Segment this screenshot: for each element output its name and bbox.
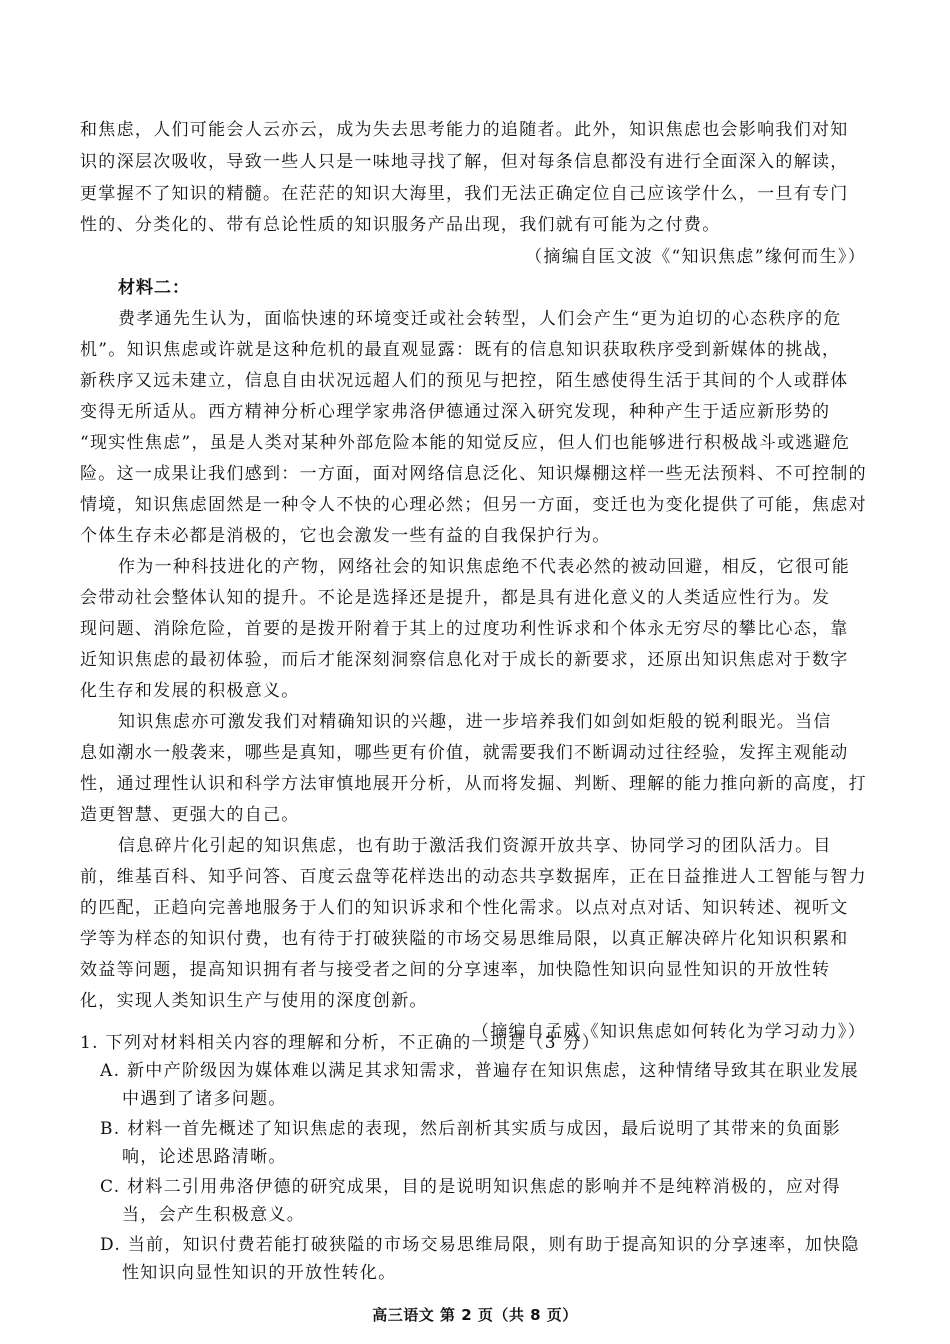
paragraph-line: 性，通过理性认识和科学方法审慎地展开分析，从而将发掘、判断、理解的能力推向新的高度，打 [80, 774, 867, 794]
option-d: D. 当前，知识付费若能打破狭隘的市场交易思维局限，则有助于提高知识的分享速率，加快隐 [100, 1235, 860, 1255]
source-citation: （摘编自匡文波《“知识焦虑”缘何而生》） [525, 247, 866, 267]
option-b-cont: 响，论述思路清晰。 [122, 1147, 287, 1167]
paragraph-line: 学等为样态的知识付费，也有待于打破狭隘的市场交易思维局限，以真正解决碎片化知识积累和 [80, 929, 849, 949]
option-b: B. 材料一首先概述了知识焦虑的表现，然后剖析其实质与成因，最后说明了其带来的负面影 [100, 1119, 841, 1139]
option-c: C. 材料二引用弗洛伊德的研究成果，目的是说明知识焦虑的影响并不是纯粹消极的，应对得 [100, 1177, 841, 1197]
paragraph-line: 化，实现人类知识生产与使用的深度创新。 [80, 991, 428, 1011]
paragraph-line: 个体生存未必都是消极的，它也会激发一些有益的自我保护行为。 [80, 526, 611, 546]
question-stem: 1. 下列对材料相关内容的理解和分析，不正确的一项是（3 分） [80, 1033, 601, 1053]
paragraph-line: 会带动社会整体认知的提升。不论是选择还是提升，都是具有进化意义的人类适应性行为。发 [80, 588, 831, 608]
paragraph-line: 和焦虑，人们可能会人云亦云，成为失去思考能力的追随者。此外，知识焦虑也会影响我们对知 [80, 120, 849, 140]
paragraph-line: 更掌握不了知识的精髓。在茫茫的知识大海里，我们无法正确定位自己应该学什么，一旦有专门 [80, 184, 849, 204]
source-citation: （摘编自孟威《知识焦虑如何转化为学习动力》） [471, 1022, 866, 1042]
paragraph-line: 近知识焦虑的最初体验，而后才能深刻洞察信息化对于成长的新要求，还原出知识焦虑对于数字 [80, 650, 849, 670]
paragraph-line: 作为一种科技进化的产物，网络社会的知识焦虑绝不代表必然的被动回避，相反，它很可能 [118, 557, 850, 577]
option-a: A. 新中产阶级因为媒体难以满足其求知需求，普遍存在知识焦虑，这种情绪导致其在职业发展 [100, 1061, 859, 1081]
paragraph-line: 化生存和发展的积极意义。 [80, 681, 300, 701]
paragraph-line: 知识焦虑亦可激发我们对精确知识的兴趣，进一步培养我们如剑如炬般的锐利眼光。当信 [118, 712, 832, 732]
paragraph-line: 情境，知识焦虑固然是一种令人不快的心理必然；但另一方面，变迁也为变化提供了可能，焦虑对 [80, 495, 867, 515]
page-footer: 高三语文 第 2 页（共 8 页） [372, 1306, 578, 1324]
option-d-cont: 性知识向显性知识的开放性转化。 [122, 1263, 397, 1283]
paragraph-line: 识的深层次吸收，导致一些人只是一味地寻找了解，但对每条信息都没有进行全面深入的解读， [80, 152, 849, 172]
paragraph-line: 的匹配，正趋向完善地服务于人们的知识诉求和个性化需求。以点对点对话、知识转述、视听文 [80, 898, 849, 918]
paragraph-line: 新秩序又远未建立，信息自由状况远超人们的预见与把控，陌生感使得生活于其间的个人或群体 [80, 371, 849, 391]
paragraph-line: 效益等问题，提高知识拥有者与接受者之间的分享速率，加快隐性知识向显性知识的开放性转 [80, 960, 831, 980]
paragraph-line: 险。这一成果让我们感到：一方面，面对网络信息泛化、知识爆棚这样一些无法预料、不可控制的 [80, 464, 867, 484]
paragraph-line: “现实性焦虑”，虽是人类对某种外部危险本能的知觉反应，但人们也能够进行积极战斗或逃避危 [80, 433, 851, 453]
section-heading: 材料二： [118, 278, 190, 298]
option-c-cont: 当，会产生积极意义。 [122, 1205, 305, 1225]
paragraph-line: 息如潮水一般袭来，哪些是真知，哪些更有价值，就需要我们不断调动过往经验，发挥主观能动 [80, 743, 849, 763]
paragraph-line: 性的、分类化的、带有总论性质的知识服务产品出现，我们就有可能为之付费。 [80, 215, 721, 235]
paragraph-line: 信息碎片化引起的知识焦虑，也有助于激活我们资源开放共享、协同学习的团队活力。目 [118, 836, 832, 856]
paragraph-line: 现问题、消除危险，首要的是拨开附着于其上的过度功利性诉求和个体永无穷尽的攀比心态，靠 [80, 619, 849, 639]
paragraph-line: 变得无所适从。西方精神分析心理学家弗洛伊德通过深入研究发现，种种产生于适应新形势的 [80, 402, 831, 422]
option-a-cont: 中遇到了诸多问题。 [122, 1089, 287, 1109]
paragraph-line: 造更智慧、更强大的自己。 [80, 805, 300, 825]
paragraph-line: 费孝通先生认为，面临快速的环境变迁或社会转型，人们会产生“更为迫切的心态秩序的危 [118, 309, 842, 329]
paragraph-line: 前，维基百科、知乎问答、百度云盘等花样迭出的动态共享数据库，正在日益推进人工智能与智力 [80, 867, 867, 887]
paragraph-line: 机”。知识焦虑或许就是这种危机的最直观显露：既有的信息知识获取秩序受到新媒体的挑战， [80, 340, 841, 360]
